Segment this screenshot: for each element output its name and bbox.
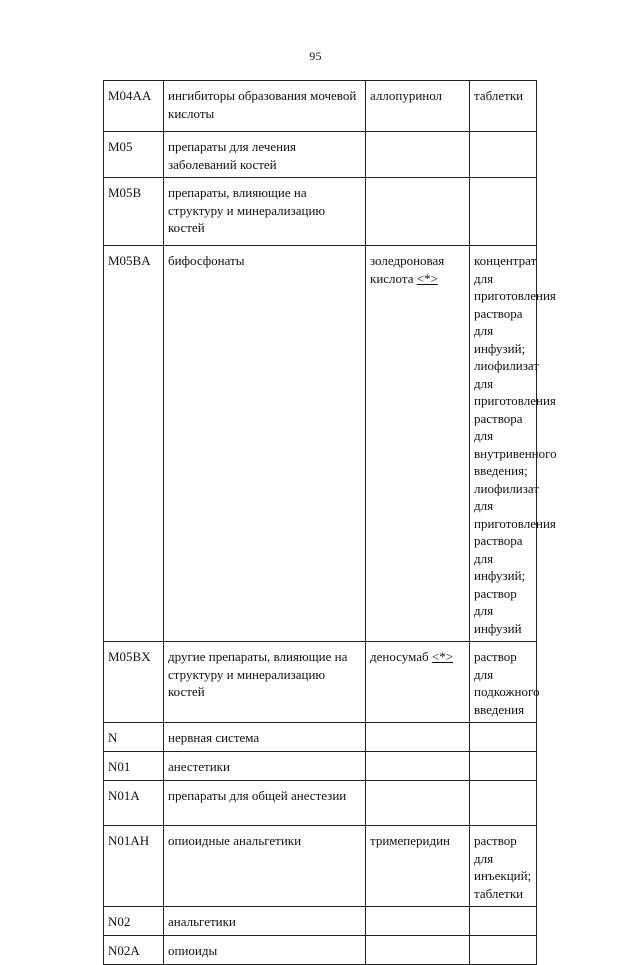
atc-code-cell: M05B [104,178,164,246]
anatomical-group-cell: препараты для лечения заболеваний костей [164,132,366,178]
anatomical-group-cell: другие препараты, влияющие на структуру и минерализацию костей [164,642,366,723]
dosage-form-cell: таблетки [470,81,537,132]
drug-name: тримеперидин [370,833,451,848]
footnote-reference-link[interactable]: <*> [431,649,454,664]
drug-name: деносумаб [370,649,429,664]
table-row [104,723,537,752]
atc-code-cell: N02A [104,936,164,965]
anatomical-group-cell: препараты для общей анестезии [164,781,366,826]
dosage-form-cell [470,132,537,178]
anatomical-group-cell: опиоидные анальгетики [164,826,366,907]
atc-code-cell: N01 [104,752,164,781]
table-row [104,781,537,826]
drug-name-cell [366,752,470,781]
drug-name-cell [366,132,470,178]
table-row [104,178,537,246]
table-row [104,826,537,907]
dosage-form-cell: раствор для подкожного введения [470,642,537,723]
footnote-reference-link[interactable]: <*> [416,270,438,286]
drug-table [103,80,557,965]
page-number: 95 [309,49,322,63]
atc-code-cell: M04AA [104,81,164,132]
dosage-form-cell: концентрат для приготовления раствора для инфузий; лиофилизат для приготовления раствора для внутривенного введения; лиофилизат для приготовления раствора для инфузий; раствор для инфузий [470,246,537,642]
anatomical-group-cell: нервная система [164,723,366,752]
table-row [104,81,537,132]
atc-code-cell: M05BA [104,246,164,642]
table-row [104,132,537,178]
dosage-form-cell [470,752,537,781]
dosage-form-cell [470,781,537,826]
table-row [104,246,537,642]
drug-name-cell [366,642,470,723]
table-row [104,642,537,723]
drug-name-cell [366,907,470,936]
atc-code-cell: M05BX [104,642,164,723]
drug-name-cell [366,781,470,826]
atc-code-cell: M05 [104,132,164,178]
drug-name-cell [366,936,470,965]
drug-name-cell [366,246,470,642]
dosage-form-cell [470,178,537,246]
table-row [104,752,537,781]
drug-name: аллопуринол [370,88,443,103]
anatomical-group-cell: бифосфонаты [164,246,366,642]
anatomical-group-cell: опиоиды [164,936,366,965]
anatomical-group-cell: анальгетики [164,907,366,936]
drug-name-cell [366,178,470,246]
atc-code-cell: N [104,723,164,752]
atc-code-cell: N02 [104,907,164,936]
anatomical-group-cell: ингибиторы образования мочевой кислоты [164,81,366,132]
table-row [104,936,537,965]
dosage-form-cell [470,907,537,936]
atc-code-cell: N01AH [104,826,164,907]
table-body [104,81,557,965]
dosage-form-cell [470,723,537,752]
atc-code-cell: N01A [104,781,164,826]
drug-name-cell [366,826,470,907]
anatomical-group-cell: анестетики [164,752,366,781]
dosage-form-cell [470,936,537,965]
anatomical-group-cell: препараты, влияющие на структуру и минерализацию костей [164,178,366,246]
dosage-form-cell: раствор для инъекций; таблетки [470,826,537,907]
table-row [104,907,537,936]
drug-name-cell [366,81,470,132]
drug-name: золедроновая кислота [370,253,445,286]
drug-name-cell [366,723,470,752]
